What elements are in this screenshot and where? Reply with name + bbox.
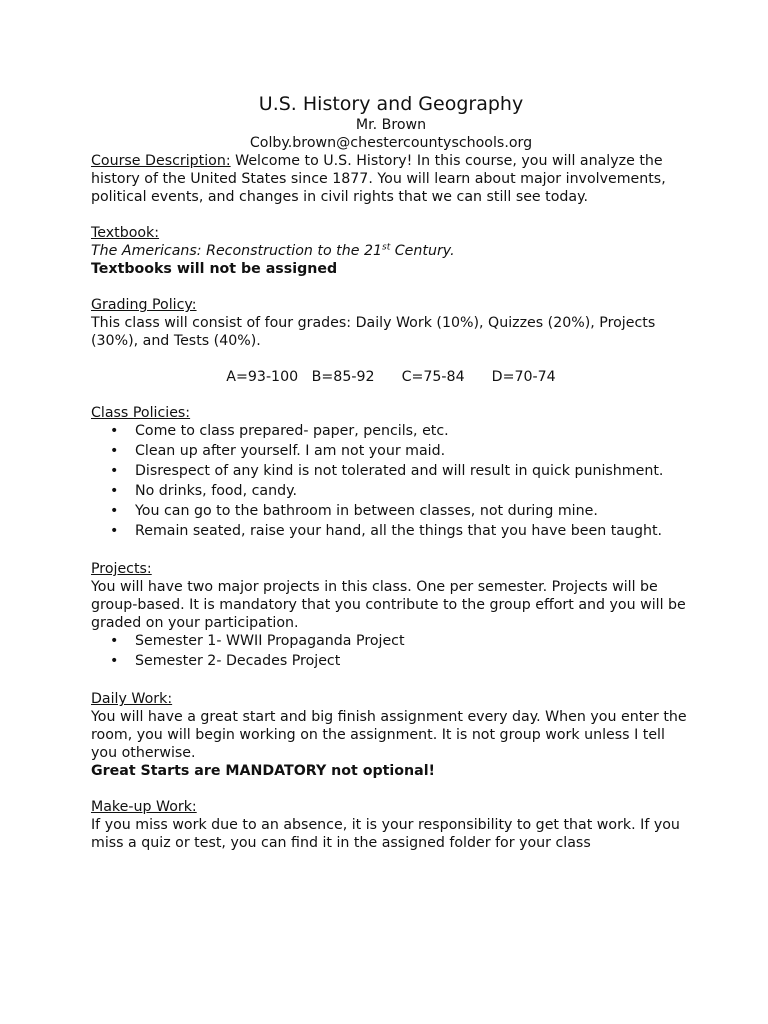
grading-label: Grading Policy:: [91, 297, 197, 313]
class-policies-label: Class Policies:: [91, 405, 191, 421]
course-description-label: Course Description:: [91, 153, 231, 169]
makeup-work-label: Make-up Work:: [91, 799, 197, 815]
projects-list: [91, 632, 691, 670]
syllabus-page: [91, 92, 691, 852]
daily-work-note: Great Starts are MANDATORY not optional!: [91, 763, 436, 779]
class-policies-list: [91, 422, 691, 540]
makeup-work-text: If you miss work due to an absence, it is your responsibility to get that work. If you miss a quiz or test, you can find it in the assigned folder for your class: [91, 817, 680, 851]
policy-item: • Come to class prepared- paper, pencils, etc.: [135, 422, 691, 440]
projects-label: Projects:: [91, 561, 152, 577]
teacher-email: Colby.brown@chestercountyschools.org: [249, 135, 533, 151]
project-item: • Semester 1- WWII Propaganda Project: [135, 632, 691, 650]
textbook-label: Textbook:: [91, 225, 160, 241]
page-title: U.S. History and Geography: [258, 93, 524, 115]
daily-work-label: Daily Work:: [91, 691, 173, 707]
policy-item: • No drinks, food, candy.: [135, 482, 691, 500]
policy-item: • Remain seated, raise your hand, all the things that you have been taught.: [135, 522, 691, 540]
grading-text: This class will consist of four grades: Daily Work (10%), Quizzes (20%), Projects (30%), and Tests (40%).: [91, 315, 656, 349]
textbook-note: Textbooks will not be assigned: [91, 261, 338, 277]
daily-work-text: You will have a great start and big finish assignment every day. When you enter the room, you will begin working on the assignment. It is not group work unless I tell you otherwise.: [91, 709, 687, 761]
projects-text: You will have two major projects in this class. One per semester. Projects will be group-based. It is mandatory that you contribute to the group effort and you will be graded on your participation.: [91, 579, 686, 631]
course-description: [91, 152, 691, 206]
grading-scale: A=93-100 B=85-92 C=75-84 D=70-74: [226, 369, 556, 385]
project-item: • Semester 2- Decades Project: [135, 652, 691, 670]
policy-item: • Disrespect of any kind is not tolerated and will result in quick punishment.: [135, 462, 691, 480]
course-description-text: Welcome to U.S. History! In this course, you will analyze the history of the United States since 1877. You will learn about major involvements, political events, and changes in civil rights that we can still see today.: [91, 153, 666, 205]
textbook-title: [91, 242, 691, 260]
textbook-title-end: Century.: [390, 243, 455, 259]
textbook-title-main: The Americans: Reconstruction to the 21: [91, 243, 383, 259]
policy-item: • Clean up after yourself. I am not your maid.: [135, 442, 691, 460]
teacher-name: Mr. Brown: [355, 117, 427, 133]
policy-item: • You can go to the bathroom in between classes, not during mine.: [135, 502, 691, 520]
textbook-title-sup: st: [382, 242, 391, 253]
